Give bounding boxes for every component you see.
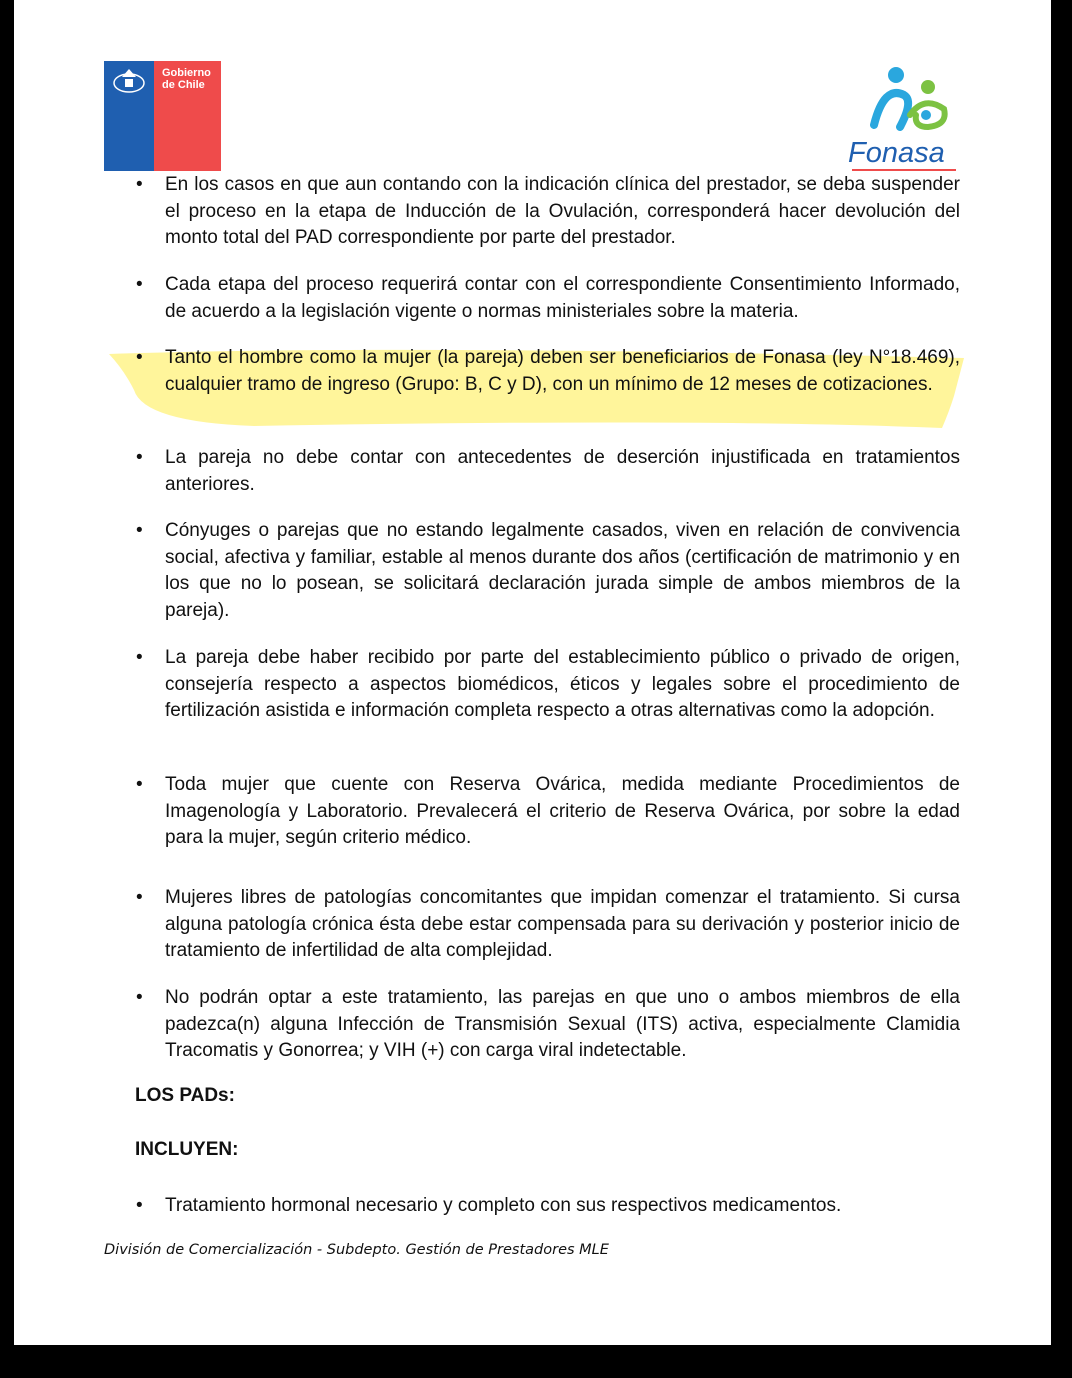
fonasa-wordmark: Fonasa [848,137,945,169]
de-chile-text: de Chile [162,79,205,91]
fonasa-logo [844,65,960,171]
list-item: No podrán optar a este tratamiento, las parejas en que uno o ambos miembros de ella padezca(n) alguna Infección de Transmisión Sexual (ITS) activa, especialmente Clamidia Tracomatis y Gonorrea; y VIH (+) con carga viral indetectable. [165,987,960,1061]
list-item-highlighted: Tanto el hombre como la mujer (la pareja) deben ser beneficiarios de Fonasa (ley N°18.469), cualquier tramo de ingreso (Grupo: B, C y D), con un mínimo de 12 meses de cotizaciones. [165,347,960,395]
list-item: En los casos en que aun contando con la indicación clínica del prestador, se deba suspender el proceso en la etapa de Inducción de la Ovulación, corresponderá hacer devolución del monto total del PAD correspondiente por parte del prestador. [165,174,960,248]
list-item: Cada etapa del proceso requerirá contar con el correspondiente Consentimiento Informado, de acuerdo a la legislación vigente o normas ministeriales sobre la materia. [165,274,960,322]
bullet-icon: • [136,274,143,295]
bullet-icon: • [136,774,143,795]
list-item: Tratamiento hormonal necesario y completo con sus respectivos medicamentos. [165,1195,842,1216]
bullet-icon: • [136,520,143,541]
list-item: Toda mujer que cuente con Reserva Ovárica, medida mediante Procedimientos de Imagenología y Laboratorio. Prevalecerá el criterio de Reserva Ovárica, por sobre la edad para la mujer, según criterio médico. [165,774,960,848]
gobierno-de-chile-logo [104,61,221,171]
bullet-icon: • [136,347,143,368]
bullet-icon: • [136,1195,143,1216]
bullet-icon: • [136,987,143,1008]
coat-of-arms-icon [110,65,148,95]
bullet-icon: • [136,887,143,908]
page-footer: División de Comercialización - Subdepto. Gestión de Prestadores MLE [104,1242,609,1258]
list-item: Cónyuges o parejas que no estando legalmente casados, viven en relación de convivencia social, afectiva y familiar, estable al menos durante dos años (certificación de matrimonio y en los que no lo posean, se solicitará declaración jurada simple de ambos miembros de la pareja). [165,520,960,621]
list-item: La pareja debe haber recibido por parte del establecimiento público o privado de origen, consejería respecto a aspectos biomédicos, éticos y legales sobre el procedimiento de fertilización asistida e información completa respecto a otras alternativas como la adopción. [165,647,960,721]
fonasa-underline [852,169,956,171]
bullet-icon: • [136,447,143,468]
list-item: Mujeres libres de patologías concomitantes que impidan comenzar el tratamiento. Si cursa alguna patología crónica ésta debe estar compensada para su derivación y posterior inicio de tratamiento de infertilidad de alta complejidad. [165,887,960,961]
list-item: La pareja no debe contar con antecedentes de deserción injustificada en tratamientos anteriores. [165,447,960,495]
heading-los-pads: LOS PADs: [135,1085,235,1106]
heading-incluyen: INCLUYEN: [135,1139,239,1160]
document-page [14,0,1051,1345]
bullet-icon: • [136,647,143,668]
fonasa-figures-icon [844,65,960,137]
gobierno-text: Gobierno [162,67,211,79]
bullet-icon: • [136,174,143,195]
